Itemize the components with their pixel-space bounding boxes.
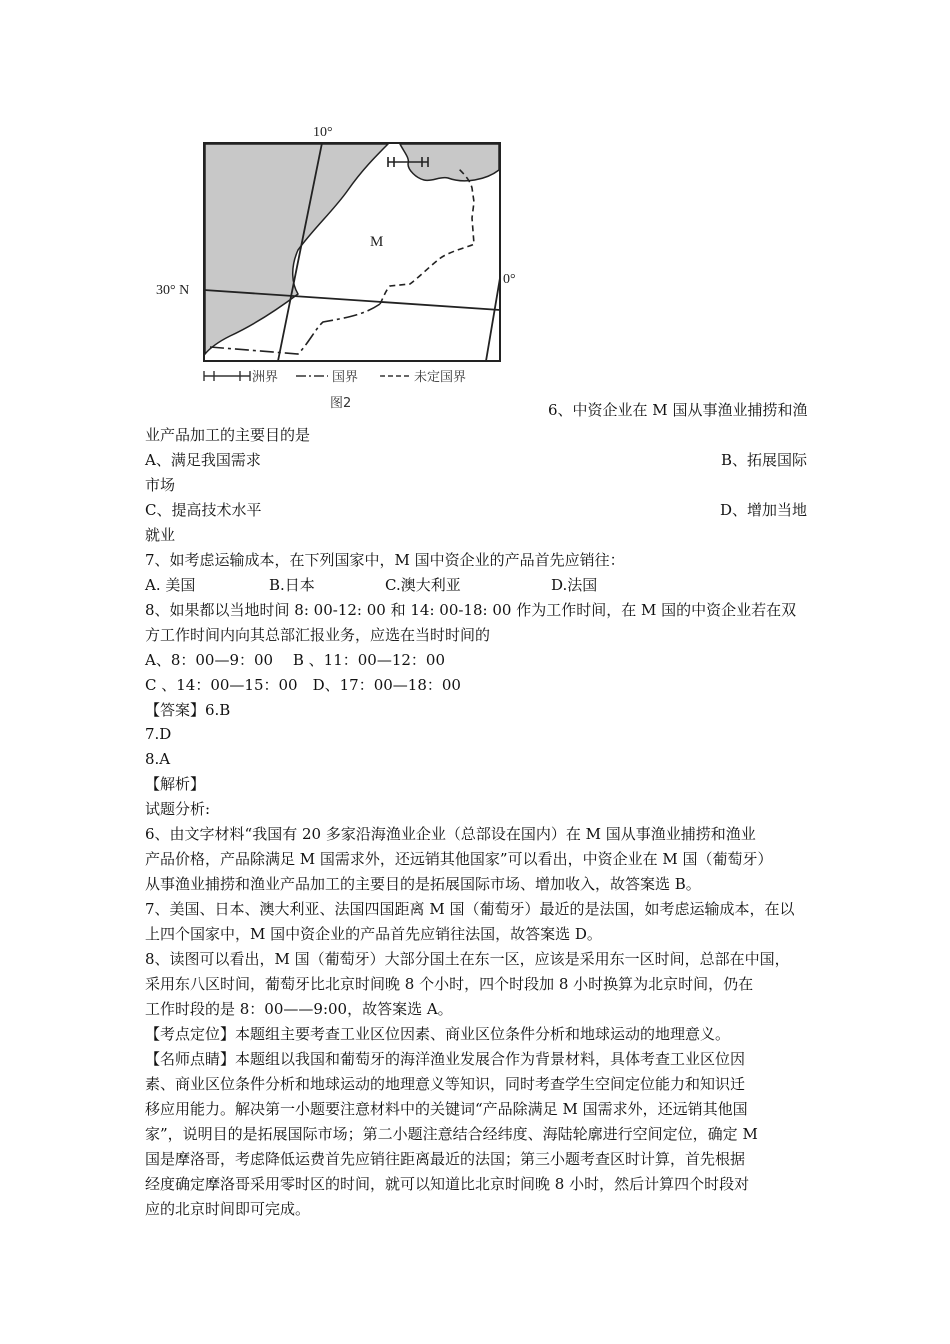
mingshi-line6: 经度确定摩洛哥采用零时区的时间，就可以知道比北京时间晚 8 小时，然后计算四个时段对 [145,1175,750,1193]
q7-option-d: D.法国 [551,576,598,594]
legend-continent-label: 洲界 [252,370,279,385]
q8-stem-part1: 8、如果都以当地时间 8: 00-12: 00 和 14: 00-18: 00 作为工作时间，在 M 国的中资企业若在双 [145,601,797,619]
q6-option-d: D、增加当地 [719,501,807,519]
answer-line2: 7.D [145,725,172,743]
map-svg [148,118,516,411]
q7-stem: 7、如考虑运输成本，在下列国家中，M 国中资企业的产品首先应销往： [145,551,625,569]
analysis-intro: 试题分析: [145,800,211,818]
q6-option-c: C、提高技术水平 [145,501,262,519]
legend-continent-symbol [204,371,250,381]
q6-stem-part1: 6、中资企业在 M 国从事渔业捕捞和渔 [548,401,808,419]
mingshi-line1: 【名师点睛】本题组以我国和葡萄牙的海洋渔业发展合作为背景材料，具体考查工业区位因 [145,1050,746,1068]
q6-options-row2 [145,500,807,520]
mingshi-line7: 应的北京时间即可完成。 [145,1200,311,1218]
q6-option-d-wrap: 就业 [145,526,176,544]
answer-line3: 8.A [145,750,171,768]
q8-options-cd: C 、14：00—15：00 D、17：00—18：00 [145,676,461,694]
q7-option-c: C.澳大利亚 [385,576,461,594]
answer-line1: 【答案】6.B [145,701,231,719]
q7-option-b: B.日本 [269,576,315,594]
mingshi-line3: 移应用能力。解决第一小题要注意材料中的关键词“产品除满足 M 国需求外，还远销其他国 [145,1100,748,1118]
mingshi-line2: 素、商业区位条件分析和地球运动的地理意义等知识，同时考查学生空间定位能力和知识迁 [145,1075,746,1093]
q7-option-a: A. 美国 [145,576,196,594]
label-lon-10: 10° [313,125,333,140]
figure-map [148,118,516,411]
kaodian-line: 【考点定位】本题组主要考查工业区位因素、商业区位条件分析和地球运动的地理意义。 [145,1025,731,1043]
q6-stem-part2: 业产品加工的主要目的是 [145,426,311,444]
q8-stem-part2: 方工作时间内向其总部汇报业务，应选在当时时间的 [145,626,491,644]
legend-undetermined-label: 未定国界 [414,370,467,385]
label-country-m: M [370,234,384,250]
analysis-q8-line1: 8、读图可以看出，M 国（葡萄牙）大部分国土在东一区，应该是采用东一区时间，总部在中国， [145,950,790,968]
q7-options [145,575,597,595]
legend-national-label: 国界 [332,370,359,385]
label-lat-30n: 30° N [156,283,190,298]
analysis-q6-line2: 产品价格，产品除满足 M 国需求外，还远销其他国家”可以看出，中资企业在 M 国（葡萄牙） [145,850,773,868]
analysis-q6-line1: 6、由文字材料“我国有 20 多家沿海渔业企业（总部设在国内）在 M 国从事渔业捕捞和渔业 [145,825,756,843]
q6-options-row1 [145,450,807,470]
analysis-q7-line1: 7、美国、日本、澳大利亚、法国四国距离 M 国（葡萄牙）最近的是法国，如考虑运输成本，在以 [145,900,795,918]
q8-options-ab: A、8：00—9：00 B 、11：00—12：00 [145,651,446,669]
figure-caption: 图2 [330,396,352,411]
mingshi-line4: 家”，说明目的是拓展国际市场；第二小题注意结合经纬度、海陆轮廓进行空间定位，确定 M [145,1125,758,1143]
q6-option-b-wrap: 市场 [145,476,176,494]
analysis-q8-line2: 采用东八区时间，葡萄牙比北京时间晚 8 个小时，四个时段加 8 小时换算为北京时间，仍在 [145,975,754,993]
analysis-q6-line3: 从事渔业捕捞和渔业产品加工的主要目的是拓展国际市场、增加收入，故答案选 B。 [145,875,701,893]
q6-option-a: A、满足我国需求 [145,451,261,469]
label-lon-0: 0° [503,272,516,287]
analysis-q7-line2: 上四个国家中，M 国中资企业的产品首先应销往法国，故答案选 D。 [145,925,602,943]
analysis-q8-line3: 工作时段的是 8：00——9:00，故答案选 A。 [145,1000,453,1018]
mingshi-line5: 国是摩洛哥，考虑降低运费首先应销往距离最近的法国；第三小题考查区时计算，首先根据 [145,1150,746,1168]
analysis-heading: 【解析】 [145,775,206,793]
q6-option-b: B、拓展国际 [720,451,807,469]
